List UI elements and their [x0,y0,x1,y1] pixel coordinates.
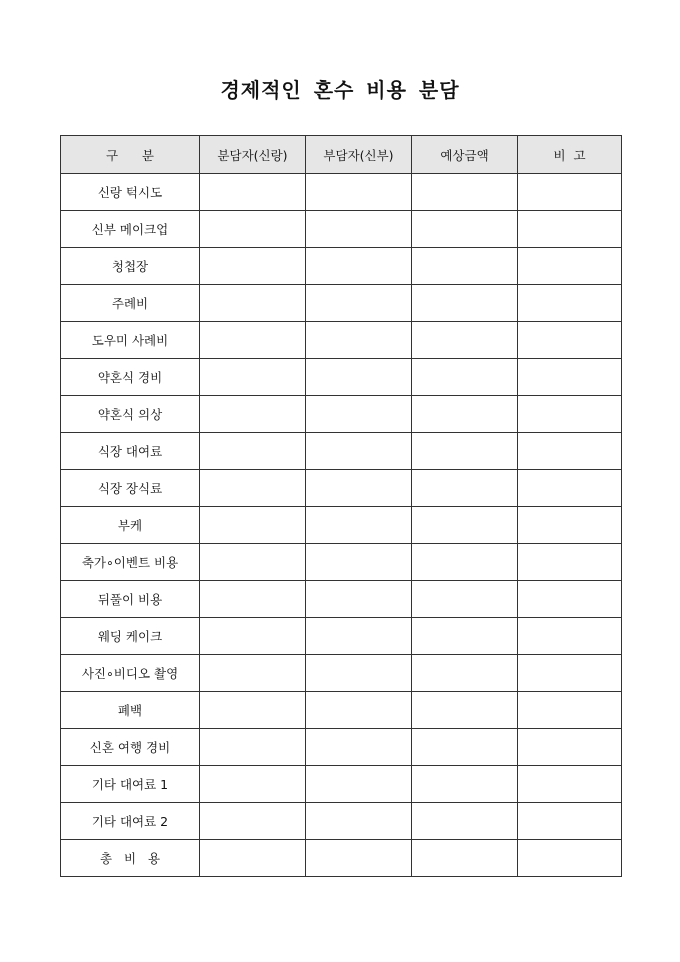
bride-share-cell[interactable] [306,322,412,359]
page-title: 경제적인 혼수 비용 분담 [220,78,460,102]
table-row [61,766,622,803]
table-row [61,248,622,285]
table-row [61,359,622,396]
table-body [61,174,622,877]
row-label: 식장 대여료 [61,433,200,470]
table-row [61,211,622,248]
estimated-amount-cell[interactable] [412,359,518,396]
table-row [61,322,622,359]
bride-share-cell[interactable] [306,211,412,248]
groom-share-cell[interactable] [200,211,306,248]
row-label: 웨딩 케이크 [61,618,200,655]
table-row [61,692,622,729]
groom-share-cell[interactable] [200,433,306,470]
table-row [61,507,622,544]
groom-share-cell[interactable] [200,655,306,692]
remarks-cell[interactable] [518,581,622,618]
header-category: 구 분 [61,136,200,174]
estimated-amount-cell[interactable] [412,581,518,618]
row-label: 기타 대여료 1 [61,766,200,803]
estimated-amount-cell[interactable] [412,322,518,359]
bride-share-cell[interactable] [306,729,412,766]
bride-share-cell[interactable] [306,840,412,877]
header-bride-share: 부담자(신부) [306,136,412,174]
remarks-cell[interactable] [518,396,622,433]
table-row [61,655,622,692]
estimated-amount-cell[interactable] [412,692,518,729]
estimated-amount-cell[interactable] [412,433,518,470]
estimated-amount-cell[interactable] [412,470,518,507]
estimated-amount-cell[interactable] [412,507,518,544]
remarks-cell[interactable] [518,655,622,692]
bride-share-cell[interactable] [306,285,412,322]
bride-share-cell[interactable] [306,359,412,396]
groom-share-cell[interactable] [200,322,306,359]
row-label: 약혼식 의상 [61,396,200,433]
bride-share-cell[interactable] [306,174,412,211]
bride-share-cell[interactable] [306,507,412,544]
bride-share-cell[interactable] [306,470,412,507]
bride-share-cell[interactable] [306,655,412,692]
row-label: 도우미 사례비 [61,322,200,359]
estimated-amount-cell[interactable] [412,248,518,285]
table-row [61,470,622,507]
groom-share-cell[interactable] [200,285,306,322]
bride-share-cell[interactable] [306,766,412,803]
row-label: 부케 [61,507,200,544]
row-label: 신부 메이크업 [61,211,200,248]
row-label: 약혼식 경비 [61,359,200,396]
row-label: 뒤풀이 비용 [61,581,200,618]
bride-share-cell[interactable] [306,544,412,581]
row-label: 식장 장식료 [61,470,200,507]
table-row [61,396,622,433]
bride-share-cell[interactable] [306,396,412,433]
row-label: 주례비 [61,285,200,322]
remarks-cell[interactable] [518,766,622,803]
groom-share-cell[interactable] [200,174,306,211]
bride-share-cell[interactable] [306,581,412,618]
bride-share-cell[interactable] [306,248,412,285]
estimated-amount-cell[interactable] [412,655,518,692]
estimated-amount-cell[interactable] [412,840,518,877]
remarks-cell[interactable] [518,285,622,322]
remarks-cell[interactable] [518,248,622,285]
groom-share-cell[interactable] [200,840,306,877]
bride-share-cell[interactable] [306,433,412,470]
groom-share-cell[interactable] [200,359,306,396]
estimated-amount-cell[interactable] [412,396,518,433]
row-label: 신랑 턱시도 [61,174,200,211]
remarks-cell[interactable] [518,211,622,248]
remarks-cell[interactable] [518,174,622,211]
groom-share-cell[interactable] [200,248,306,285]
remarks-cell[interactable] [518,322,622,359]
estimated-amount-cell[interactable] [412,766,518,803]
estimated-amount-cell[interactable] [412,544,518,581]
estimated-amount-cell[interactable] [412,618,518,655]
row-label: 신혼 여행 경비 [61,729,200,766]
table-row [61,803,622,840]
table-row [61,285,622,322]
remarks-cell[interactable] [518,729,622,766]
estimated-amount-cell[interactable] [412,285,518,322]
remarks-cell[interactable] [518,618,622,655]
remarks-cell[interactable] [518,544,622,581]
row-label: 사진∘비디오 촬영 [61,655,200,692]
table-row [61,581,622,618]
groom-share-cell[interactable] [200,766,306,803]
row-label: 폐백 [61,692,200,729]
remarks-cell[interactable] [518,692,622,729]
groom-share-cell[interactable] [200,692,306,729]
header-groom-share: 분담자(신랑) [200,136,306,174]
estimated-amount-cell[interactable] [412,174,518,211]
estimated-amount-cell[interactable] [412,729,518,766]
header-estimated-amount: 예상금액 [412,136,518,174]
bride-share-cell[interactable] [306,618,412,655]
groom-share-cell[interactable] [200,618,306,655]
row-label: 축가∘이벤트 비용 [61,544,200,581]
groom-share-cell[interactable] [200,803,306,840]
remarks-cell[interactable] [518,359,622,396]
groom-share-cell[interactable] [200,507,306,544]
remarks-cell[interactable] [518,507,622,544]
groom-share-cell[interactable] [200,581,306,618]
groom-share-cell[interactable] [200,729,306,766]
table-row [61,729,622,766]
estimated-amount-cell[interactable] [412,803,518,840]
groom-share-cell[interactable] [200,396,306,433]
table-row [61,433,622,470]
table-row [61,618,622,655]
remarks-cell[interactable] [518,840,622,877]
estimated-amount-cell[interactable] [412,211,518,248]
bride-share-cell[interactable] [306,803,412,840]
remarks-cell[interactable] [518,803,622,840]
row-label: 총 비 용 [61,840,200,877]
remarks-cell[interactable] [518,433,622,470]
row-label: 기타 대여료 2 [61,803,200,840]
header-remarks: 비 고 [518,136,622,174]
table-row [61,174,622,211]
row-label: 청첩장 [61,248,200,285]
table-row [61,544,622,581]
table-row [61,840,622,877]
table-header-row [61,136,622,174]
groom-share-cell[interactable] [200,544,306,581]
remarks-cell[interactable] [518,470,622,507]
bride-share-cell[interactable] [306,692,412,729]
cost-sharing-table [60,135,622,877]
groom-share-cell[interactable] [200,470,306,507]
